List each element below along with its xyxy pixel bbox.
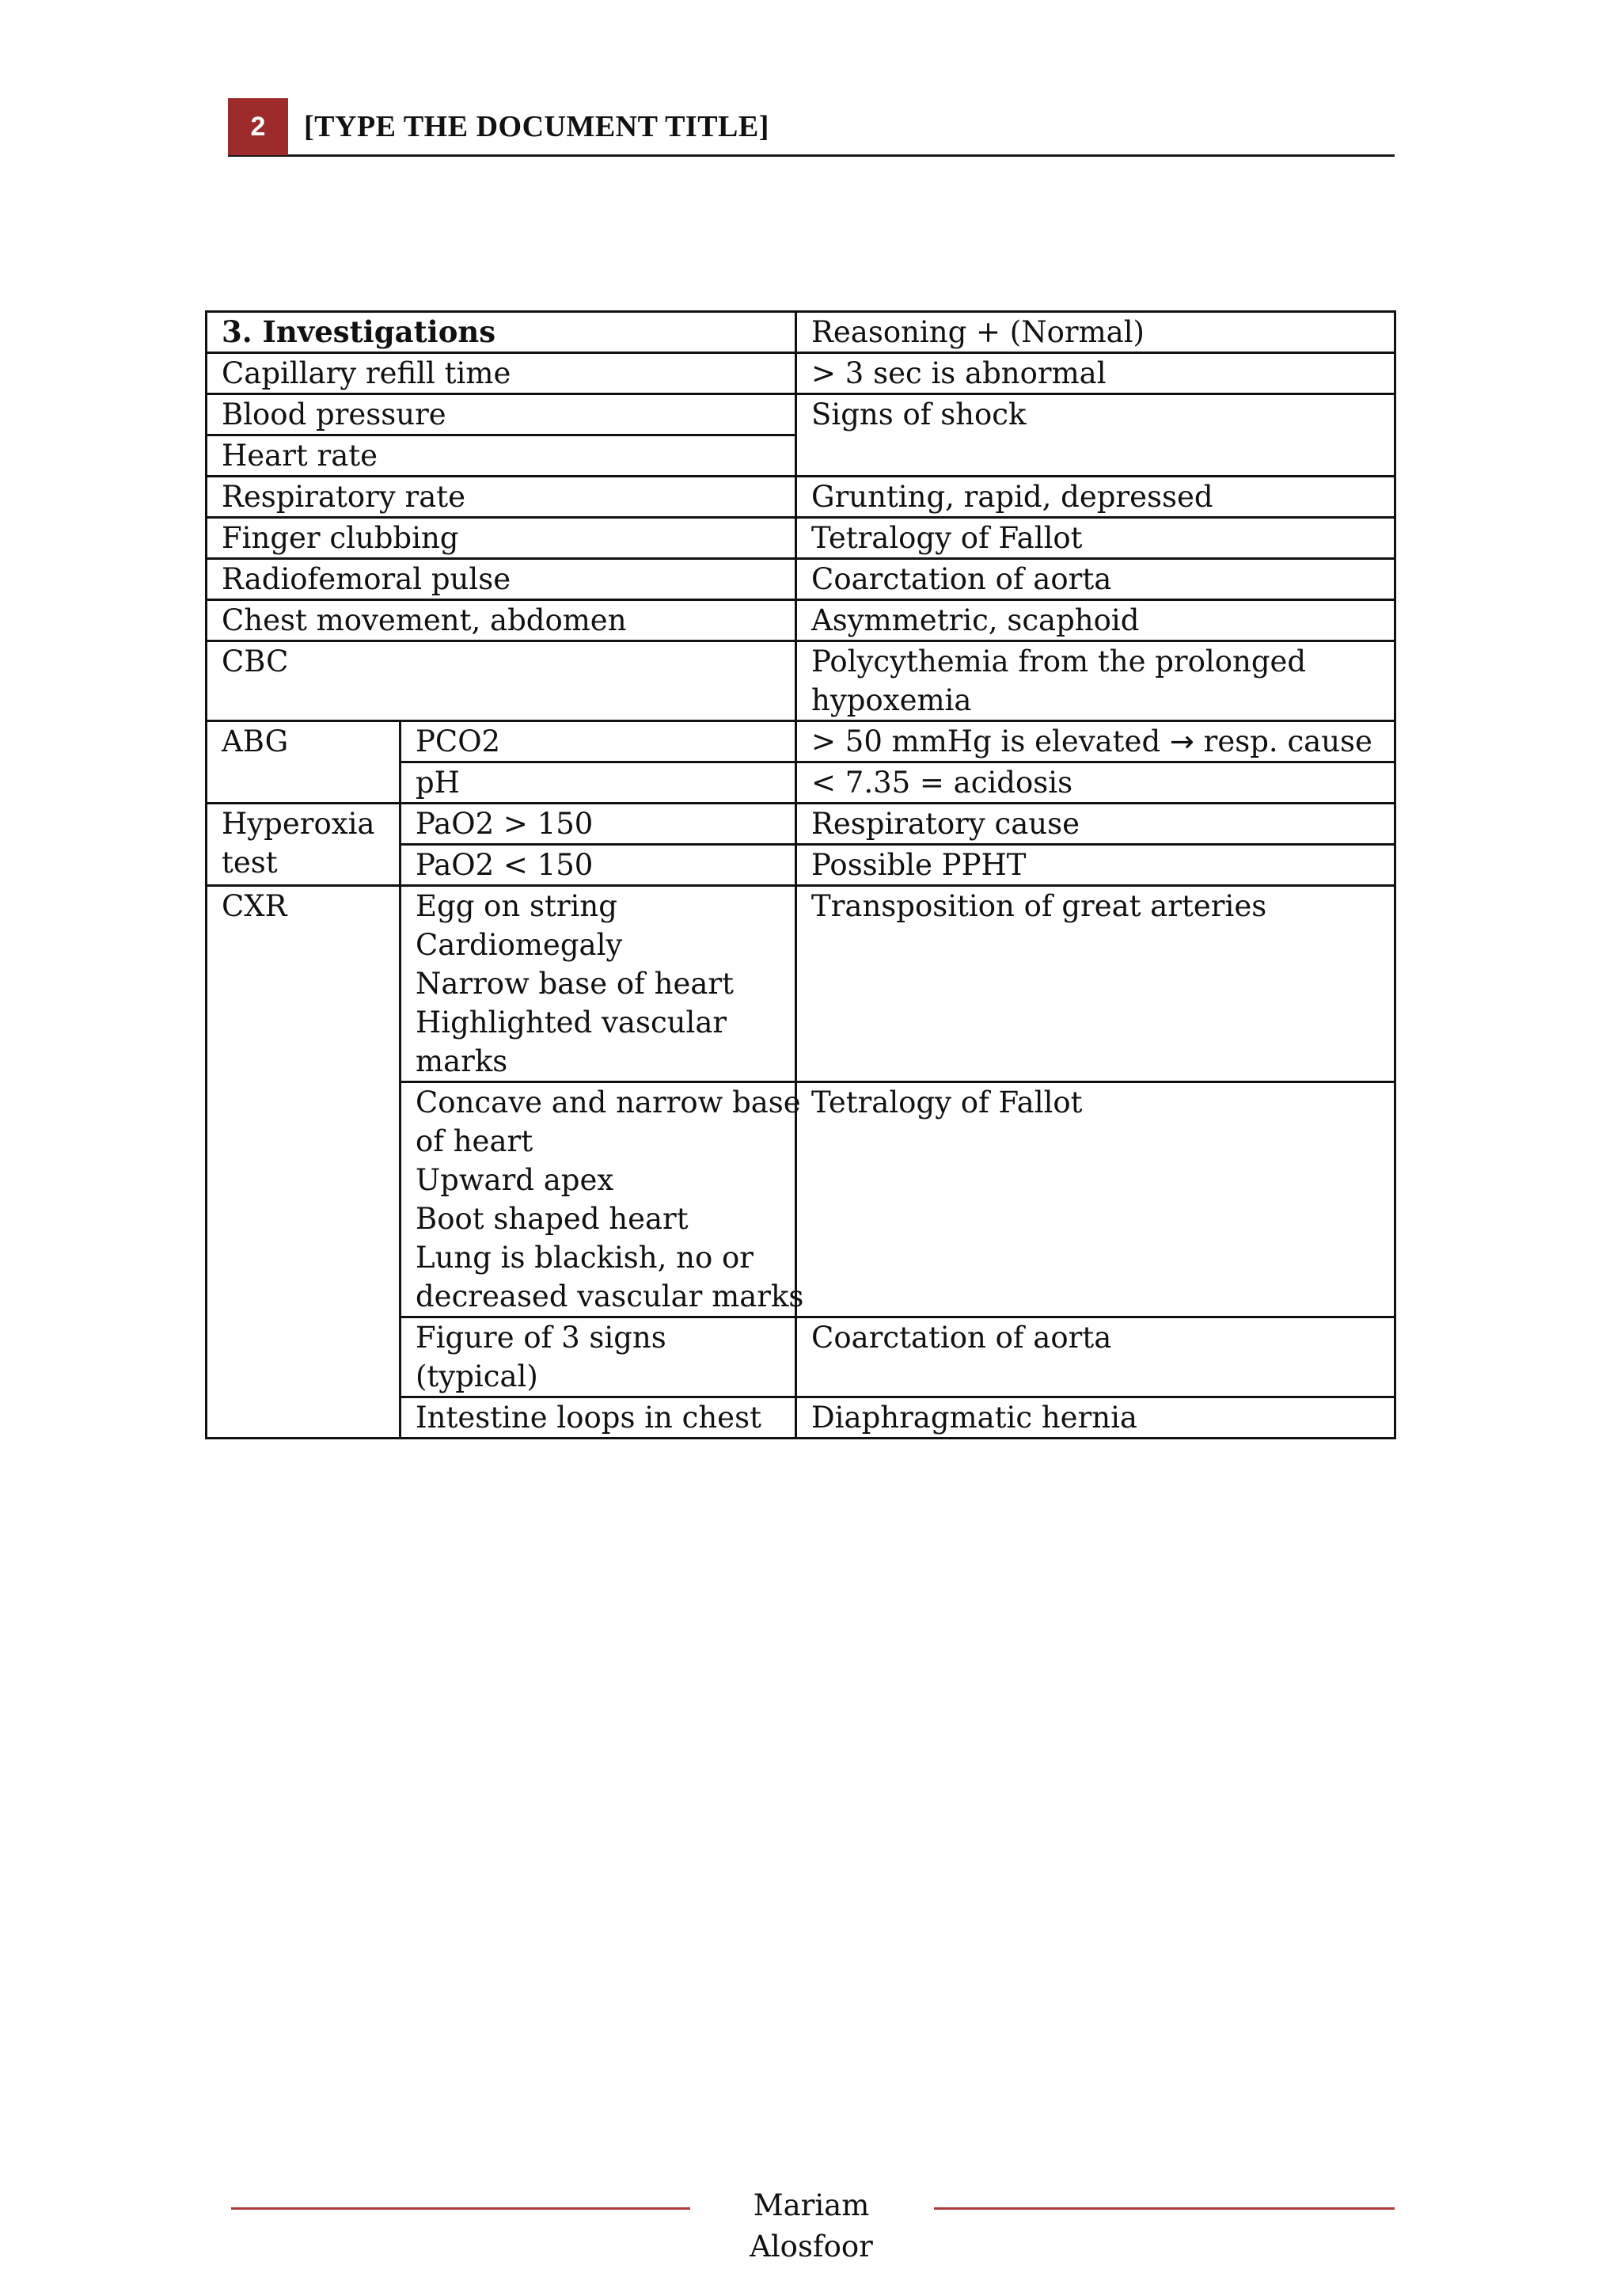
table-row — [207, 804, 1395, 845]
document-title: [TYPE THE DOCUMENT TITLE] — [304, 110, 769, 143]
table-row — [207, 394, 1395, 435]
finding-line: of heart — [416, 1124, 533, 1158]
cxr-findings: Intestine loops in chest — [401, 1397, 796, 1439]
footer-author: Mariam Alosfoor — [750, 2188, 873, 2264]
row-sublabel: PCO2 — [401, 721, 796, 762]
table-row — [207, 559, 1395, 600]
finding-line: Narrow base of heart — [416, 967, 734, 1001]
page-header — [228, 98, 1395, 157]
page-number: 2 — [228, 98, 288, 155]
finding-line: Egg on string — [416, 889, 617, 923]
row-label: Respiratory rate — [207, 477, 796, 518]
row-reason: Respiratory cause — [796, 804, 1395, 845]
row-label: ABG — [207, 721, 401, 804]
row-reason: Possible PPHT — [796, 845, 1395, 886]
reason-line: Polycythemia from the prolonged — [811, 644, 1307, 679]
finding-line: Lung is blackish, no or — [416, 1241, 754, 1275]
table-row — [207, 477, 1395, 518]
table-row — [207, 312, 1395, 353]
row-label — [207, 804, 401, 886]
table-row — [207, 886, 1395, 1082]
table-row — [207, 600, 1395, 641]
right-arrow-icon: → — [1169, 724, 1194, 758]
table-row — [207, 353, 1395, 394]
table-heading: 3. Investigations — [207, 312, 796, 353]
row-reason: Coarctation of aorta — [796, 1317, 1395, 1397]
label-line: Hyperoxia — [222, 807, 375, 841]
row-reason: < 7.35 = acidosis — [796, 762, 1395, 804]
finding-line: Upward apex — [416, 1163, 614, 1197]
table-row — [207, 721, 1395, 762]
row-reason: Coarctation of aorta — [796, 559, 1395, 600]
row-label: CXR — [207, 886, 401, 1439]
finding-line: Boot shaped heart — [416, 1202, 689, 1236]
row-label: Heart rate — [207, 435, 796, 477]
row-sublabel: PaO2 < 150 — [401, 845, 796, 886]
row-reason: Tetralogy of Fallot — [796, 1082, 1395, 1317]
row-reason — [796, 721, 1395, 762]
row-label: Capillary refill time — [207, 353, 796, 394]
row-label: CBC — [207, 641, 796, 721]
finding-line: marks — [416, 1044, 508, 1078]
row-sublabel: pH — [401, 762, 796, 804]
cxr-findings — [401, 886, 796, 1082]
row-reason: Diaphragmatic hernia — [796, 1397, 1395, 1439]
investigations-table — [205, 310, 1396, 1439]
table-row — [207, 518, 1395, 559]
table-row — [207, 641, 1395, 721]
row-sublabel: PaO2 > 150 — [401, 804, 796, 845]
footer-rule-right — [934, 2207, 1395, 2210]
reason-text: resp. cause — [1194, 724, 1372, 758]
label-line: test — [222, 846, 278, 880]
row-label: Chest movement, abdomen — [207, 600, 796, 641]
cxr-findings: Figure of 3 signs (typical) — [401, 1317, 796, 1397]
finding-line: Concave and narrow base — [416, 1085, 801, 1119]
finding-line: decreased vascular marks — [416, 1279, 804, 1313]
finding-line: Cardiomegaly — [416, 928, 623, 962]
reason-text: > 50 mmHg is elevated — [811, 724, 1170, 758]
footer-rule-left — [231, 2207, 690, 2210]
row-reason: Grunting, rapid, depressed — [796, 477, 1395, 518]
row-reason: > 3 sec is abnormal — [796, 353, 1395, 394]
row-label: Finger clubbing — [207, 518, 796, 559]
table-heading-reasoning: Reasoning + (Normal) — [796, 312, 1395, 353]
row-reason: Transposition of great arteries — [796, 886, 1395, 1082]
row-reason — [796, 641, 1395, 721]
row-label: Blood pressure — [207, 394, 796, 435]
row-label: Radiofemoral pulse — [207, 559, 796, 600]
reason-line: hypoxemia — [811, 683, 972, 717]
finding-line: Highlighted vascular — [416, 1005, 727, 1040]
row-reason: Signs of shock — [796, 394, 1395, 477]
cxr-findings — [401, 1082, 804, 1317]
row-reason: Asymmetric, scaphoid — [796, 600, 1395, 641]
row-reason: Tetralogy of Fallot — [796, 518, 1395, 559]
